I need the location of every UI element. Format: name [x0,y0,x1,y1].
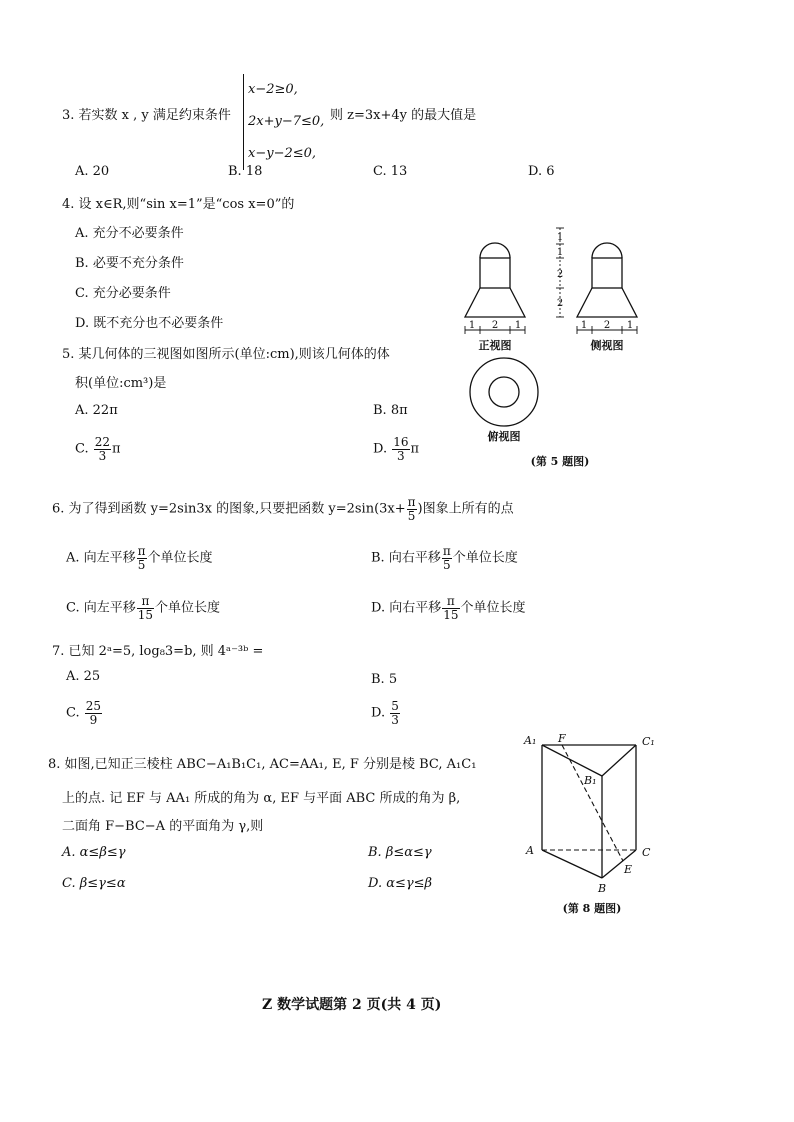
q6-stem-pre: 6. 为了得到函数 y=2sin3x 的图象,只要把函数 y=2sin(3x+ [52,501,406,517]
q5-option-b: B. 8π [373,403,408,418]
q6-option-a-suffix: 个单位长度 [147,550,213,566]
q3-option-c: C. 13 [373,164,408,179]
q5-option-d [373,436,419,462]
q6-option-b-suffix: 个单位长度 [452,550,518,566]
front-view-cylinder [480,258,510,288]
front-view-frustum [465,288,525,317]
q4-stem: 4. 设 x∈R,则“sin x=1”是“cos x=0”的 [62,197,295,212]
q4-option-a: A. 充分不必要条件 [75,226,184,241]
q6-option-c-pre: C. 向左平移 [66,600,136,616]
q5-option-c-fraction [94,436,111,462]
dim-h-front-1: 1 [468,320,476,331]
dim-h-front-2: 2 [491,320,499,331]
q5-option-d-num: 16 [393,435,409,449]
q3-constraint-1: x−2≥0, [248,82,298,97]
top-view-label: 俯视图 [487,430,521,443]
q8-stem-line1: 8. 如图,已知正三棱柱 ABC−A₁B₁C₁, AC=AA₁, E, F 分别是棱 BC, A₁C₁ [48,757,477,772]
q5-three-view-figure [460,222,670,474]
q7-option-c-fraction [85,700,102,726]
q5-option-c-den: 3 [98,448,107,463]
q8-prism-figure [510,728,680,918]
q6-option-b [371,545,518,571]
horizontal-dimensions [465,326,637,334]
q6-option-c-num: π [137,595,154,609]
q3-stem-pre: 3. 若实数 x , y 满足约束条件 [62,108,231,123]
edge-a1-b1 [542,745,602,776]
label-a1: A₁ [524,734,537,747]
q5-option-c-label: C. [75,441,89,457]
q7-option-c-den: 9 [89,712,98,727]
dim-h-side-2: 2 [603,320,611,331]
q3-option-d: D. 6 [528,164,555,179]
q6-option-c-fraction [137,595,154,621]
dim-h-side-1: 1 [580,320,588,331]
q7-option-a: A. 25 [66,669,101,684]
q7-option-c [66,700,103,726]
q6-option-d [371,595,526,621]
q6-option-c-den: 15 [137,607,154,622]
side-view-cylinder [592,258,622,288]
dim-v-1: 1 [556,232,564,243]
q6-option-b-den: 5 [442,557,451,572]
q6-option-a-fraction [137,545,147,571]
dim-v-4: 2 [556,298,564,309]
q8-option-d: D. α≤γ≤β [368,876,433,891]
q5-figure-caption: (第 5 题图) [530,455,590,468]
q5-option-d-tail: π [410,441,420,457]
q6-option-a [66,545,213,571]
side-view-label: 侧视图 [590,339,624,352]
dim-v-3: 2 [556,269,564,280]
front-view-label: 正视图 [478,339,512,352]
q6-option-b-pre: B. 向右平移 [371,550,441,566]
q6-option-d-pre: D. 向右平移 [371,600,442,616]
q6-option-d-suffix: 个单位长度 [460,600,526,616]
label-b1: B₁ [584,774,597,787]
q6-option-d-den: 15 [443,607,459,622]
label-c: C [642,846,651,859]
q8-option-a: A. α≤β≤γ [62,845,126,860]
q5-option-c [75,436,121,462]
q5-stem-line1: 5. 某几何体的三视图如图所示(单位:cm),则该几何体的体 [62,347,390,362]
q7-option-d-num: 5 [391,699,399,713]
label-c1: C₁ [642,735,655,748]
q6-option-a-den: 5 [137,557,146,572]
q7-option-d-fraction [390,700,400,726]
side-view-dome [592,243,622,258]
q8-stem-line2: 上的点. 记 EF 与 AA₁ 所成的角为 α, EF 与平面 ABC 所成的角为 β, [62,791,461,806]
side-view-frustum [577,288,637,317]
q6-stem-num: π [407,495,416,509]
q3-stem-post: 则 z=3x+4y 的最大值是 [330,108,477,123]
dim-h-side-3: 1 [626,320,634,331]
q4-option-c: C. 充分必要条件 [75,286,171,301]
label-e: E [624,863,633,876]
q5-stem-line2: 积(单位:cm³)是 [75,376,167,391]
front-view-dome [480,243,510,258]
q5-option-d-fraction [392,436,409,462]
q6-option-b-num: π [442,544,451,558]
label-b: B [598,882,607,895]
label-a: A [526,844,534,857]
top-view-inner-circle [489,377,519,407]
q3-constraint-2: 2x+y−7≤0, [248,114,325,129]
dim-v-2: 1 [556,247,564,258]
segment-ef-hidden [562,745,623,861]
q6-stem-den: 5 [407,508,416,523]
q3-constraint-system [243,74,324,170]
q8-option-b: B. β≤α≤γ [368,845,432,860]
q7-option-d-den: 3 [391,712,399,727]
q5-option-c-tail: π [112,441,121,457]
edge-b1-c1 [602,745,636,776]
dim-h-front-3: 1 [514,320,522,331]
q6-option-d-num: π [442,595,459,609]
q6-stem [52,496,514,522]
q5-option-d-label: D. [373,441,388,457]
q3-constraint-3: x−y−2≤0, [248,146,317,161]
q3-option-a: A. 20 [75,164,110,179]
q6-stem-fraction [407,496,417,522]
q6-option-c [66,595,220,621]
q5-option-a: A. 22π [75,403,118,418]
q7-option-c-num: 25 [85,699,102,713]
q6-option-a-pre: A. 向左平移 [66,550,136,566]
q7-stem: 7. 已知 2ᵃ=5, log₈3=b, 则 4ᵃ⁻³ᵇ = [52,644,264,659]
q7-option-c-label: C. [66,705,80,721]
q7-option-b: B. 5 [371,672,398,687]
q4-option-b: B. 必要不充分条件 [75,256,184,271]
q6-option-b-fraction [442,545,452,571]
q7-option-d-label: D. [371,705,386,721]
q8-figure-caption: (第 8 题图) [562,902,622,915]
q4-option-d: D. 既不充分也不必要条件 [75,316,224,331]
q8-option-c: C. β≤γ≤α [62,876,126,891]
page-footer: Z 数学试题第 2 页(共 4 页) [262,997,442,1013]
top-view-outer-circle [470,358,538,426]
q6-option-d-fraction [442,595,459,621]
q5-option-d-den: 3 [397,448,405,463]
q8-stem-line3: 二面角 F−BC−A 的平面角为 γ,则 [62,819,264,834]
edge-a-b [542,850,602,878]
q6-option-a-num: π [137,544,146,558]
label-f: F [558,732,566,745]
q7-option-d [371,700,401,726]
q6-stem-post: )图象上所有的点 [417,501,514,517]
q5-option-c-num: 22 [94,435,111,449]
q3-option-b: B. 18 [228,164,263,179]
q6-option-c-suffix: 个单位长度 [155,600,221,616]
